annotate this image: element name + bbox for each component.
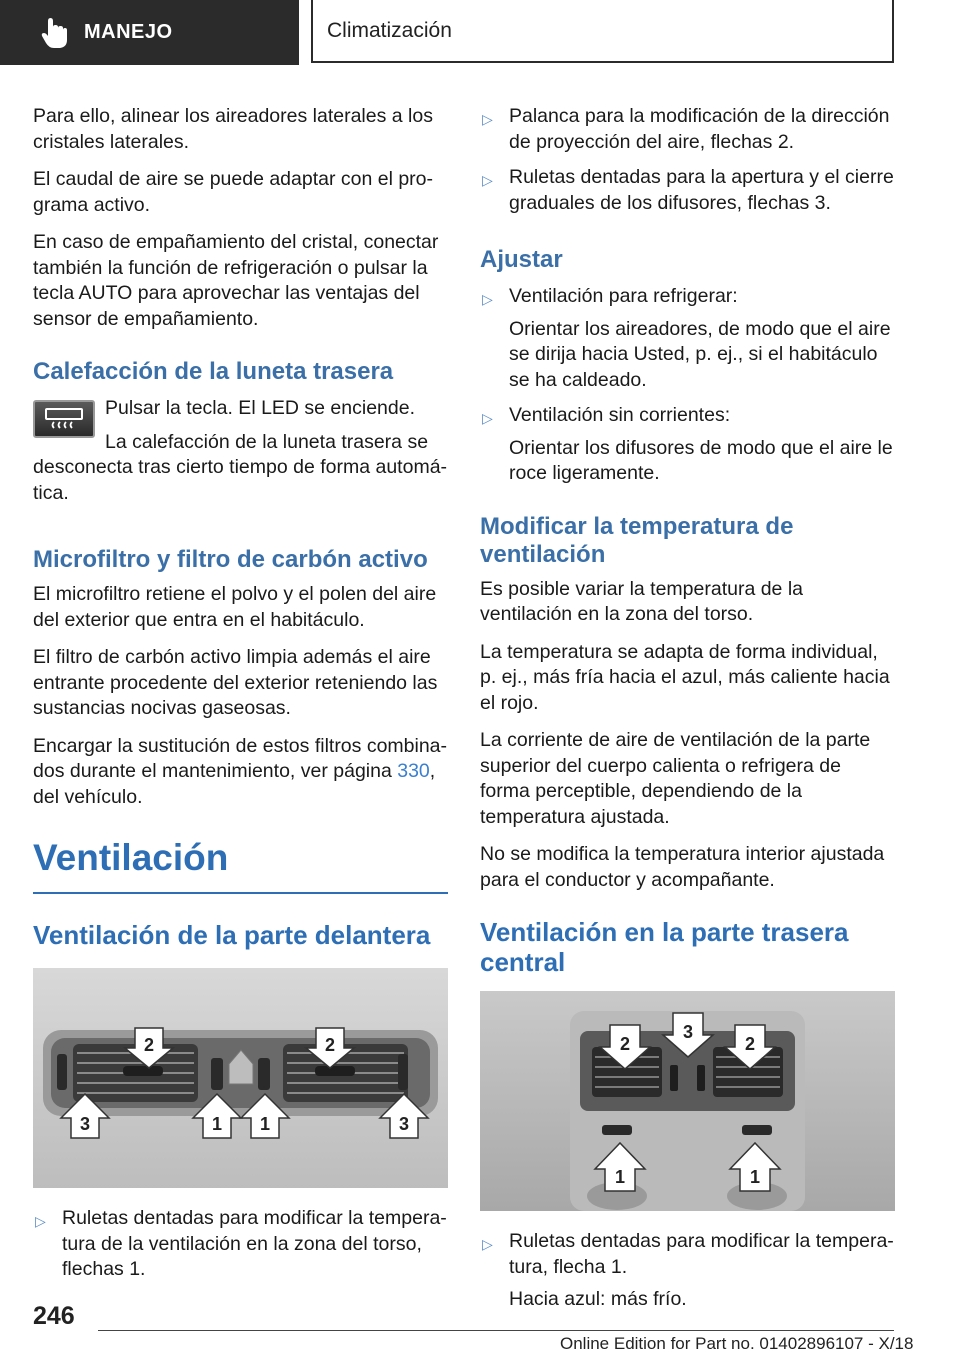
- callout-label: 3: [682, 1022, 694, 1042]
- paragraph: Para ello, alinear los aireadores laterales a los cristales laterales.: [33, 105, 433, 153]
- list-item-text: Ventilación sin corrientes:: [509, 404, 731, 426]
- list-item-text: Palanca para la modificación de la dirección de proyección del aire, flechas 2.: [509, 105, 890, 153]
- footer-edition: Online Edition for Part no. 01402896107 - X/18: [560, 1334, 914, 1353]
- list-item-subtext: Hacia azul: más frío.: [509, 1288, 687, 1310]
- list-item: [480, 165, 895, 216]
- chapter-title: Climatización: [327, 18, 452, 42]
- list-item: [480, 104, 895, 155]
- triangle-bullet-icon: ▷: [482, 172, 493, 188]
- callout-label: 3: [398, 1114, 410, 1134]
- callout-label: 2: [324, 1035, 336, 1055]
- paragraph: Es posible variar la temperatura de la ventilación en la zona del torso.: [480, 577, 803, 625]
- page-number: 246: [33, 1302, 75, 1330]
- rear-defrost-button-icon: [33, 400, 95, 438]
- left-column: [33, 104, 448, 1293]
- heading-microfilter: Microfiltro y filtro de carbón activo: [33, 546, 428, 573]
- paragraph: La calefacción de la luneta trasera se desconecta tras cierto tiempo de forma automática.: [33, 430, 448, 504]
- triangle-bullet-icon: ▷: [35, 1213, 46, 1229]
- page-link-330[interactable]: 330: [397, 760, 430, 782]
- text-segment: Encargar la sustitución de estos filtros combinados durante el mantenimiento, ver página: [33, 734, 448, 782]
- section-label: MANEJO: [84, 21, 173, 43]
- front-vent-list-cont: [480, 104, 895, 216]
- rear-heat-block: [33, 396, 448, 518]
- adjust-list: [480, 284, 895, 487]
- callout-label: 1: [211, 1114, 223, 1134]
- callout-label: 1: [749, 1167, 761, 1187]
- paragraph: La corriente de aire de ventilación de la parte superior del cuerpo calienta o refrigera de forma perceptible, dependiendo de la temperatura ajustada.: [480, 729, 871, 828]
- triangle-bullet-icon: ▷: [482, 410, 493, 426]
- section-tab: [0, 0, 299, 65]
- paragraph: En caso de empañamiento del cristal, conectar también la función de refrigeración o pulsar la tecla AUTO para aprovechar las ventajas del sensor de empañamiento.: [33, 231, 439, 330]
- rear-vents-photo: [480, 991, 895, 1211]
- list-item-subtext: Orientar los aireadores, de modo que el aire se dirija hacia Usted, p. ej., si el habitáculo se ha caldeado.: [509, 317, 891, 391]
- triangle-bullet-icon: ▷: [482, 1236, 493, 1252]
- paragraph-filter-service: [33, 734, 448, 811]
- paragraph: El microfiltro retiene el polvo y el polen del aire del exterior que entra en el habitáculo.: [33, 583, 437, 631]
- heading-front-ventilation: Ventilación de la parte delantera: [33, 920, 431, 950]
- paragraph: No se modifica la temperatura interior ajustada para el conductor y acompañante.: [480, 843, 885, 891]
- list-item: [480, 403, 895, 487]
- paragraph: El caudal de aire se puede adaptar con el programa activo.: [33, 168, 434, 216]
- paragraph: El filtro de carbón activo limpia además el aire entrante procedente del exterior reteniendo las sustancias nocivas gaseosas.: [33, 646, 438, 719]
- list-item: [480, 284, 895, 393]
- callout-label: 2: [744, 1034, 756, 1054]
- list-item-text: Ruletas dentadas para modificar la temperatura de la ventilación en la zona del torso, flechas 1.: [62, 1207, 447, 1280]
- list-item-subtext: Orientar los difusores de modo que el aire le roce ligeramente.: [509, 436, 893, 484]
- chapter-header: [311, 0, 894, 63]
- callout-label: 2: [619, 1034, 631, 1054]
- heading-rear-ventilation: Ventilación en la parte trasera central: [480, 917, 849, 977]
- triangle-bullet-icon: ▷: [482, 291, 493, 307]
- callout-label: 3: [79, 1114, 91, 1134]
- heading-modify-temperature: Modificar la temperatura de ventilación: [480, 512, 794, 568]
- list-item-text: Ruletas dentadas para modificar la temperatura, flecha 1.: [509, 1230, 894, 1278]
- text-segment: , del vehículo.: [33, 760, 436, 808]
- callout-label: 1: [259, 1114, 271, 1134]
- list-item-text: Ruletas dentadas para la apertura y el cierre graduales de los difusores, flechas 3.: [509, 166, 894, 214]
- rear-vent-list: [480, 1229, 895, 1313]
- list-item: [480, 1229, 895, 1313]
- heading-adjust: Ajustar: [480, 246, 563, 273]
- right-column: [480, 104, 895, 1323]
- triangle-bullet-icon: ▷: [482, 111, 493, 127]
- front-vent-list: [33, 1206, 448, 1283]
- heading-ventilation: Ventilación: [33, 836, 448, 894]
- list-item-text: Ventilación para refrigerar:: [509, 285, 738, 307]
- heading-rear-window-heating: Calefacción de la luneta trasera: [33, 358, 394, 385]
- callout-label: 2: [143, 1035, 155, 1055]
- hand-pointer-icon: [36, 13, 76, 53]
- paragraph: Pulsar la tecla. El LED se enciende.: [105, 397, 416, 419]
- front-vents-photo: [33, 968, 448, 1188]
- list-item: [33, 1206, 448, 1283]
- paragraph: La temperatura se adapta de forma individual, p. ej., más fría hacia el azul, más caliente hacia el rojo.: [480, 640, 890, 714]
- callout-label: 1: [614, 1167, 626, 1187]
- footer-divider: [98, 1330, 894, 1331]
